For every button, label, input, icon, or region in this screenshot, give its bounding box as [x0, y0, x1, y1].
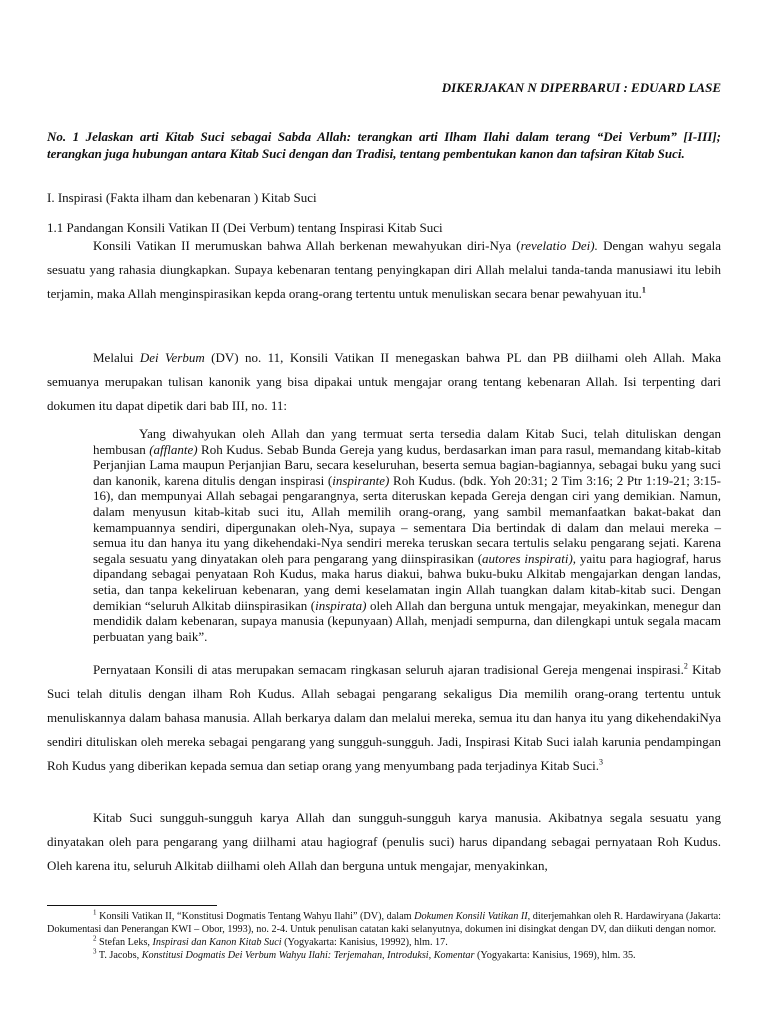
footnote-2-number: 2	[93, 934, 97, 943]
footnote-2-text-a: Stefan Leks,	[96, 937, 153, 948]
quote-text-c: Roh Kudus. (bdk. Yoh 20:31; 2 Tim 3:16; 2 Ptr 1:19-21; 3:15-16), dan mempunyai Allah sebagai pengarangnya, serta diteruskan kepada Gereja dengan ciri yang demikian. Namun, dalam menyusun kitab-kitab suci itu, Allah memilih orang-orang, yang sambil memanfaatkan bakat-bakat dan kemampuannya sendiri, dipergunakan oleh-Nya, supaya – sementara Dia bertindak di dalam dan melaui mereka – semua itu dan hanya itu yang dikehendaki-Nya sendiri mereka teruskan secara tertulis selaku pengarang sejati. Karena segala sesuatu yang dinyatakan oleh para pengarang yang diinspirasikan (	[93, 472, 721, 566]
footnote-3-text-a: T. Jacobs,	[96, 950, 142, 961]
section-heading-1-1: 1.1 Pandangan Konsili Vatikan II (Dei Verbum) tentang Inspirasi Kitab Suci	[47, 220, 443, 235]
footnote-ref-1[interactable]: 1	[641, 285, 646, 295]
footnote-3-number: 3	[93, 947, 97, 956]
footnote-1-text-a: Konsili Vatikan II, “Konstitusi Dogmatis Tentang Wahyu Ilahi” (DV), dalam	[96, 911, 415, 922]
quote-text-d: yaitu para hagiograf, harus dipandang sebagai penyataan Roh Kudus, maka harus diakui, bahwa buku-buku Alkitab mengajarkan dengan landas, setia, dan tanpa kekeliruan kebenaran, yang demi keselamatan ingin Allah tuangkan dalam kitab-kitab suci. Dengan demikian “seluruh Alkitab diinspirasikan (	[93, 550, 722, 613]
footnote-1-text-b: , diterjemahkan oleh R. Hardawiryana (Jakarta: Dokumentasi dan Penerangan KWI – Obor, 1993), no. 2-4. Untuk penulisan catatan kaki selanyutnya, dokumen ini disingkat dengan DV, dan diikuti dengan nomor.	[47, 911, 721, 935]
p4-text: Kitab Suci sungguh-sungguh karya Allah dan sungguh-sungguh karya manusia. Akibatnya segala sesuatu yang dinyatakan oleh para pengarang yang diilhami atau hagiograf (penulis suci) harus dipandang sebagai pernyataan Roh Kudus. Oleh karena itu, seluruh Alkitab diilhami oleh Allah dan berguna untuk mengajar, menyakinkan,	[47, 810, 721, 873]
paragraph-3	[47, 658, 721, 778]
paragraph-4	[47, 806, 721, 878]
footnote-2-text-b: (Yogyakarta: Kanisius, 19992), hlm. 17.	[281, 937, 448, 948]
quote-italic-4: inspirata)	[315, 597, 367, 613]
document-header: DIKERJAKAN N DIPERBARUI : EDUARD LASE	[441, 80, 721, 95]
p2-italic: Dei Verbum	[139, 350, 205, 365]
footnote-ref-3[interactable]: 3	[599, 757, 603, 767]
quote-italic-3: autores inspirati),	[482, 550, 577, 566]
quote-italic-1: (afflante)	[149, 441, 198, 457]
p3-text-b: Kitab Suci telah ditulis dengan ilham Roh Kudus. Allah sebagai pengarang sekaligus Dia memilih orang-orang tertentu untuk menuliskannya dalam bahasa manusia. Allah berkarya dalam dan melalui mereka, semua itu dan hanya itu yang dikehendakiNya sendiri dituliskan oleh mereka sebagai pengarang yang sungguh-sungguh. Jadi, Inspirasi Kitab Suci ialah karunia pendampingan Roh Kudus yang diberikan kepada semua dan setiap orang yang menyumbang pada terjadinya Kitab Suci.	[47, 662, 721, 773]
p3-text-a: Pernyataan Konsili di atas merupakan semacam ringkasan seluruh ajaran tradisional Gereja mengenai inspirasi.	[93, 662, 684, 677]
p1-text-a: Konsili Vatikan II merumuskan bahwa Allah berkenan mewahyukan diri-Nya (	[93, 238, 521, 253]
footnote-2	[47, 936, 721, 949]
p2-text-a: Melalui	[93, 350, 140, 365]
quote-text-e: oleh Allah dan berguna untuk mengajar, meyakinkan, menegur dan mendidik dalam kebenaran, supaya manusia (kepunyaan) Allah, menjadi sempurna, dan dilengkapi untuk segala macam perbuatan yang baik”.	[93, 597, 721, 644]
quote-text-b: Roh Kudus. Sebab Bunda Gereja yang kudus, berdasarkan iman para rasul, memandang kitab-kitab Perjanjian Lama maupun Perjanjian Baru, secara keseluruhan, beserta semua bagian-bagiannya, sebagai buku yang suci dan kanonik, karena ditulis dengan inspirasi (	[93, 441, 721, 488]
section-heading-1: I. Inspirasi (Fakta ilham dan kebenaran ) Kitab Suci	[47, 190, 317, 205]
p1-text-b: Dengan wahyu segala sesuatu yang rahasia diungkapkan. Supaya kebenaran tentang penyingkapan diri Allah melalui tanda-tanda manusiawi itu lebih terjamin, maka Allah menginspirasikan kepda orang-orang tertentu untuk menuliskan secara benar pewahyuan itu.	[47, 238, 722, 301]
paragraph-1	[47, 234, 721, 306]
footnote-1-number: 1	[93, 908, 97, 917]
quote-text-a: Yang diwahyukan oleh Allah dan yang termuat serta tersedia dalam Kitab Suci, telah dituliskan dengan hembusan	[93, 426, 721, 457]
block-quote	[93, 426, 721, 644]
footnotes	[47, 910, 721, 962]
footnote-3-italic: Konstitusi Dogmatis Dei Verbum Wahyu Ilahi: Terjemahan, Introduksi, Komentar	[141, 950, 475, 961]
footnote-separator	[47, 905, 217, 906]
footnote-1-italic: Dokumen Konsili Vatikan II	[414, 911, 528, 922]
question-text: No. 1 Jelaskan arti Kitab Suci sebagai Sabda Allah: terangkan arti Ilham Ilahi dalam terang “Dei Verbum” [I-III]; terangkan juga hubungan antara Kitab Suci dengan dan Tradisi, tentang pembentukan kanon dan tafsiran Kitab Suci.	[47, 129, 721, 161]
p1-italic: revelatio Dei).	[520, 238, 598, 253]
footnote-3	[47, 949, 721, 962]
paragraph-2	[47, 346, 721, 418]
footnote-2-italic: Inspirasi dan Kanon Kitab Suci	[152, 937, 282, 948]
p2-text-b: (DV) no. 11, Konsili Vatikan II menegaskan bahwa PL dan PB diilhami oleh Allah. Maka semuanya merupakan tulisan kanonik yang bisa dipakai untuk mengajar orang tentang kebenaran Allah. Isi terpenting dari dokumen itu dapat dipetik dari bab III, no. 11:	[47, 350, 721, 413]
footnote-3-text-b: (Yogyakarta: Kanisius, 1969), hlm. 35.	[474, 950, 636, 961]
footnote-ref-2[interactable]: 2	[683, 661, 688, 671]
footnote-1	[47, 910, 721, 936]
quote-italic-2: inspirante)	[332, 472, 390, 488]
